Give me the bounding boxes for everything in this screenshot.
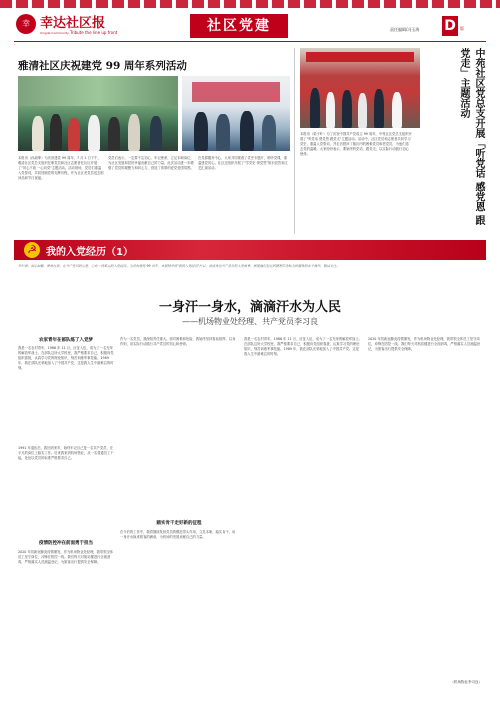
lead-column-3: 在党群服务中心，大家共同观看了党史专题片，聆听党课，重温建党初心。社区还组织开展了"学党史 颂党恩"知识竞答和文艺汇演活动。 xyxy=(198,156,288,170)
masthead-title: 幸达社区报 xyxy=(40,16,106,31)
header-stripe xyxy=(0,0,500,8)
masthead-sub: Xingda Community xyxy=(40,31,69,35)
party-emblem: ☭ xyxy=(24,242,40,258)
feature-column-7: 2020 年初新冠肺炎疫情暴发，作为机场物业处经理，我带领全体员工坚守岗位，冲锋在防控一线。我们每天对航站楼进行全面消毒，严格落实人员测温登记，为旅客出行提供安全保障。 xyxy=(368,337,481,351)
lead-column-1: 本报讯（孙淑坤）为庆祝建党 99 周年，7 月 1 日下午，雅清社区党总支组织在职党员和社区志愿者在社区开展了"初心不改 一心向党"主题活动。活动现场，党员们重温入党誓词，共同回顾党的光辉历程，并为社区老党员送去慰问品和节日祝福。 xyxy=(18,156,104,180)
page-letter: D xyxy=(442,16,458,36)
lead-headline: 雅清社区庆祝建党 99 周年系列活动 xyxy=(18,60,187,72)
feature-column-3: 2020 年初新冠肺炎疫情暴发，作为机场物业处经理，我带领全体员工坚守岗位，冲锋在防控一线。我们每天对航站楼进行全面消毒，严格落实人员测温登记，为旅客出行提供安全保障。 xyxy=(18,550,114,564)
lead-photo-3 xyxy=(182,76,290,151)
section-title: 社区党建 xyxy=(207,18,271,34)
feature-column-6: 我是一名农村青年，1986 年 11 月，应征入伍，成为了一名光荣的解放军战士。在部队这所大学校里，我严格要求自己，积极向党组织靠拢，认真学习党的理论知识，刻苦训练军事技能。1989 年，我在部队光荣地加入了中国共产党，这是我人生中最难忘的时刻。 xyxy=(244,337,362,356)
feature-column-5: 在今后的工作中，我将继续发扬党员的模范带头作用，立足本职、踏实肯干，用一身汗水换来旅客的满意，为机场的发展贡献自己的力量。 xyxy=(120,530,236,539)
feature-column-1: 我是一名农村青年，1986 年 11 月，应征入伍，成为了一名光荣的解放军战士。在部队这所大学校里，我严格要求自己，积极向党组织靠拢，认真学习党的理论知识，刻苦训练军事技能。1989 年，我在部队光荣地加入了中国共产党，这是我人生中最难忘的时刻。 xyxy=(18,346,114,370)
side-news-title: 中苑社区党总支开展「听党话 感党恩 跟党走」主题活动 xyxy=(458,48,484,225)
feature-headline: 一身汗一身水，滴滴汗水为人民 xyxy=(158,300,341,315)
feature-subhead: ——机场物业处经理、共产党员李习良 xyxy=(182,317,318,326)
feature-subhead-2: 疫情防控冲在前面勇于担当 xyxy=(39,541,93,546)
banner-title: 我的入党经历（1） xyxy=(46,247,133,258)
feature-intro-head: 农家青年在部队练了入党梦 xyxy=(39,338,93,343)
side-news-body: 本报讯（梁子叶）为了庆祝中国共产党成立 99 周年，中苑社区党总支组织开展了"听党话 感党恩 跟党走"主题活动。活动中，社区党员和志愿者共同学习党史，重温入党誓词，并走访慰问了辖区内的困难党员和老党员，为他们送去党的温暖。大家纷纷表示，要始终听党话、跟党走，以实际行动践行初心使命。 xyxy=(300,132,412,156)
page-sub: 版 xyxy=(460,26,464,31)
header-rule xyxy=(14,41,486,42)
masthead-logo: 幸 xyxy=(16,14,36,34)
masthead-tagline: Tribute the line up front xyxy=(70,30,118,35)
feature-subhead-3: 踏实肯干走好新的征程 xyxy=(156,521,202,526)
lead-column-2: 党员们表示，一定要不忘初心、牢记使命，立足本职岗位，为社区发展和居民幸福贡献自己的力量。此次活动进一步增强了党员的凝聚力和向心力，营造了浓厚的爱党爱国氛围。 xyxy=(108,156,194,170)
feature-column-2: 1991 年退伍后，我回到家乡，始终牢记自己是一名共产党员，在平凡的岗位上踏实工作。后来我来到机场物业，从一名普通员工干起，处处以党员的标准严格要求自己。 xyxy=(18,446,114,460)
feature-column-4: 作为一名党员，我深知责任重大。面对困难和危险，我始终坚持靠前指挥、以身作则，用实际行动践行共产党员的初心和使命。 xyxy=(120,337,236,346)
banner-intro: 开栏语：初心如磐，使命在肩。在共产党员的心里，总有一段难忘的入党经历。为庆祝建党 99 周年，本报特开设"我的入党经历"栏目，讲述身边共产党员的入党故事，展现他们坚定的理想信念和为民服务的赤子情怀，敬请关注。 xyxy=(18,264,340,268)
feature-byline: （机场物业李习良） xyxy=(450,680,482,684)
lead-photo-2 xyxy=(18,76,178,151)
lead-photo xyxy=(300,48,420,128)
editor-label: 责任编辑/冯玉海 xyxy=(390,27,420,32)
column-rule xyxy=(294,48,295,234)
